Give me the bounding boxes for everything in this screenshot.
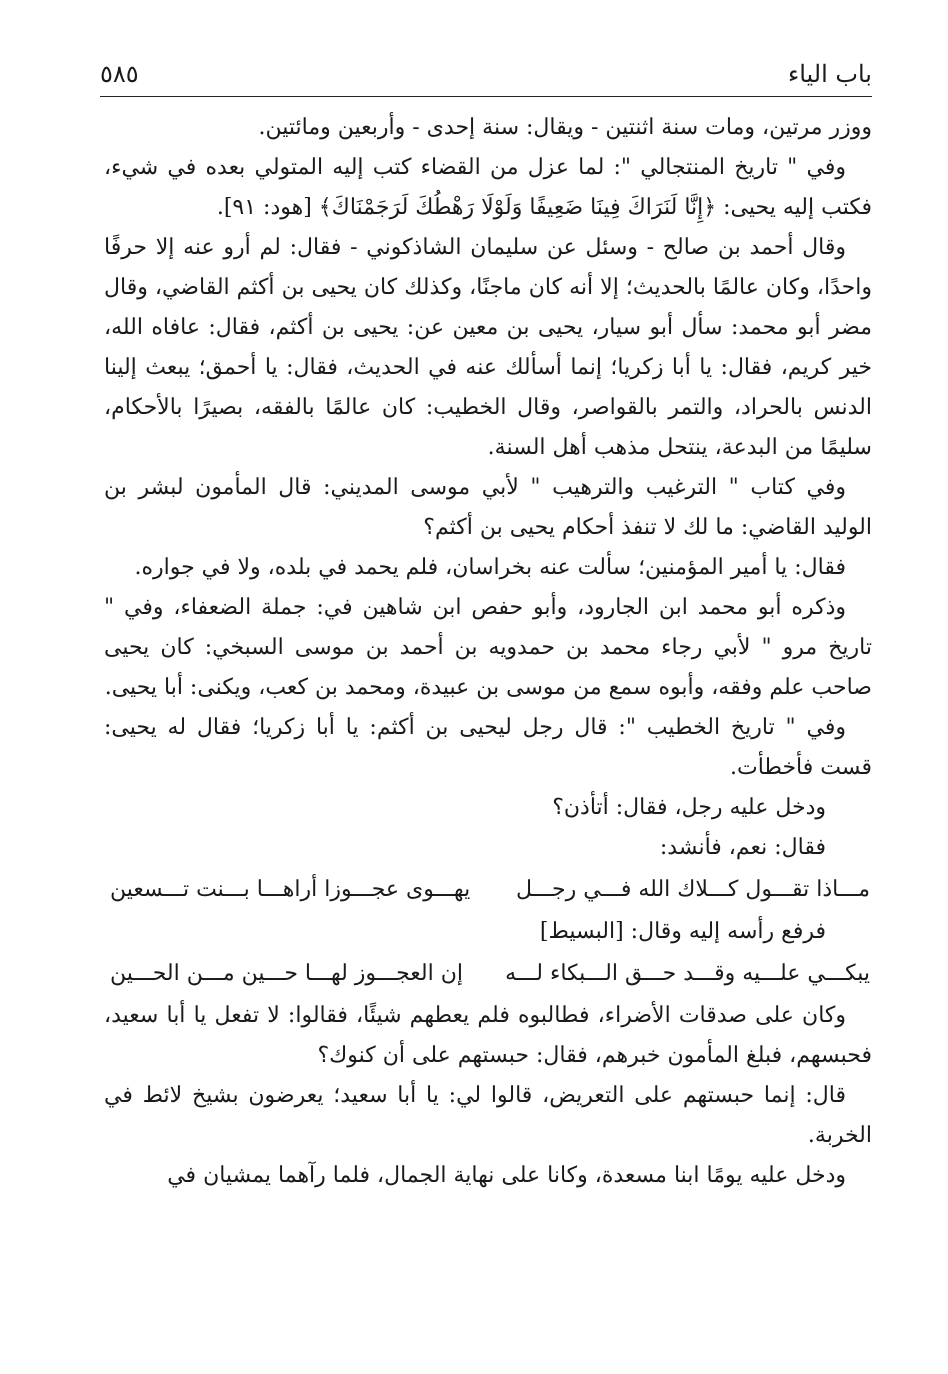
chapter-title: باب الياء bbox=[787, 60, 872, 88]
verse-first-hemistich: مـــاذا تقـــول كـــلاك الله فـــي رجـــل bbox=[515, 877, 870, 902]
verse-second-hemistich: يهـــوى عجـــوزا أراهـــا بـــنت تـــسعين bbox=[110, 877, 471, 902]
paragraph: وكان على صدقات الأضراء، فطالبوه فلم يعطهم شيئًا، فقالوا: لا تفعل يا أبا سعيد، فحبسهم، فبلغ المأمون خبرهم، فقال: حبستهم على أن كنوك؟ bbox=[104, 1003, 872, 1068]
paragraph: فقال: يا أمير المؤمنين؛ سألت عنه بخراسان، فلم يحمد في بلده، ولا في جواره. bbox=[134, 555, 846, 580]
paragraph: وفي كتاب " الترغيب والترهيب " لأبي موسى المديني: قال المأمون لبشر بن الوليد القاضي: ما لك لا تنفذ أحكام يحيى بن أكثم؟ bbox=[104, 475, 872, 540]
paragraph: فقال: نعم، فأنشد: bbox=[659, 835, 826, 860]
paragraph: فرفع رأسه إليه وقال: [البسيط] bbox=[539, 919, 826, 944]
header-divider bbox=[100, 96, 872, 97]
paragraph: وفي " تاريخ الخطيب ": قال رجل ليحيى بن أكثم: يا أبا زكريا؛ فقال له يحيى: قست فأخطأت. bbox=[104, 715, 872, 780]
poem-verse bbox=[104, 952, 872, 996]
page-header bbox=[100, 58, 872, 92]
page-number: ٥٨٥ bbox=[100, 60, 139, 88]
verse-first-hemistich: يبكـــي علـــيه وقـــد حـــق الـــبكاء لـــه bbox=[505, 961, 870, 986]
paragraph: وذكره أبو محمد ابن الجارود، وأبو حفص ابن شاهين في: جملة الضعفاء، وفي " تاريخ مرو " لأبي رجاء محمد بن حمدويه بن أحمد بن موسى السبخي: كان يحيى صاحب علم وفقه، وأبوه سمع من موسى بن عبيدة، ومحمد بن كعب، ويكنى: أبا يحيى. bbox=[104, 595, 872, 700]
verse-second-hemistich: إن العجـــوز لهـــا حـــين مـــن الحـــين bbox=[110, 961, 463, 986]
page-body bbox=[104, 108, 872, 1196]
paragraph: ودخل عليه يومًا ابنا مسعدة، وكانا على نهاية الجمال، فلما رآهما يمشيان في bbox=[167, 1163, 846, 1188]
paragraph: وفي " تاريخ المنتجالي ": لما عزل من القضاء كتب إليه المتولي بعده في شيء، فكتب إليه يحيى: ﴿إِنَّا لَنَرَاكَ فِينَا ضَعِيفًا وَلَوْلَا رَهْطُكَ لَرَجَمْنَاكَ﴾ [هود: ٩١]. bbox=[104, 155, 872, 220]
paragraph: وقال أحمد بن صالح - وسئل عن سليمان الشاذكوني - فقال: لم أرو عنه إلا حرفًا واحدًا، وكان عالمًا بالحديث؛ إلا أنه كان ماجنًا، وكذلك كان يحيى بن أكثم القاضي، وقال مضر أبو محمد: سأل أبو سيار، يحيى بن معين عن: يحيى بن أكثم، فقال: عافاه الله، خير كريم، فقال: يا أبا زكريا؛ إنما أسألك عنه في الحديث، فقال: يا أحمق؛ يبعث إلينا الدنس بالحراد، والتمر بالقواصر، وقال الخطيب: كان عالمًا بالفقه، بصيرًا بالأحكام، سليمًا من البدعة، ينتحل مذهب أهل السنة. bbox=[104, 235, 872, 460]
paragraph: ودخل عليه رجل، فقال: أتأذن؟ bbox=[552, 795, 826, 820]
paragraph: قال: إنما حبستهم على التعريض، قالوا لي: يا أبا سعيد؛ يعرضون بشيخ لائط في الخربة. bbox=[104, 1083, 872, 1148]
paragraph: ووزر مرتين، ومات سنة اثنتين - ويقال: سنة إحدى - وأربعين ومائتين. bbox=[258, 115, 872, 140]
poem-verse bbox=[104, 868, 872, 912]
